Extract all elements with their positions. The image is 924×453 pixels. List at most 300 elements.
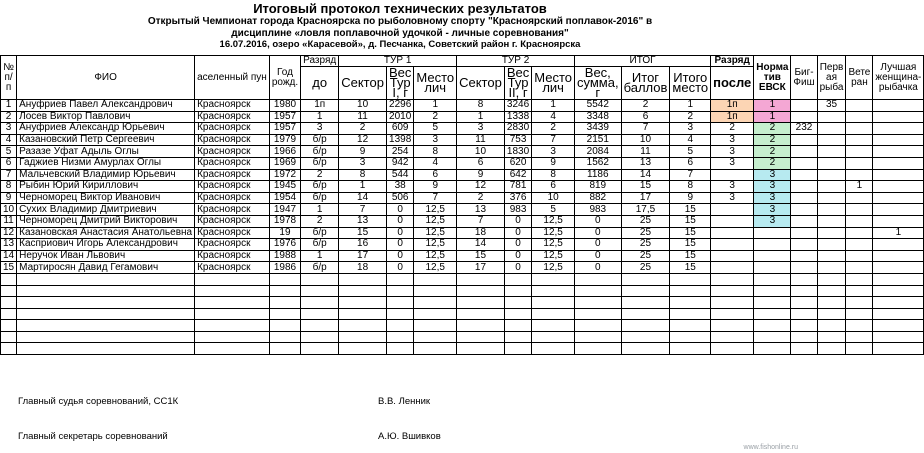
cell-t2-sector: 15	[457, 250, 505, 262]
cell-t2-weight: 3246	[504, 100, 531, 112]
cell-rank-before: 1	[301, 204, 339, 216]
table-row	[1, 227, 924, 239]
cell-itog-place: 15	[670, 239, 711, 251]
cell-bigfish	[791, 146, 817, 158]
cell-veteran	[846, 157, 873, 169]
cell-city: Красноярск	[195, 111, 270, 123]
cell-t1-place: 8	[414, 146, 457, 158]
cell-num: 15	[1, 262, 17, 274]
cell-rank-before: 3	[301, 123, 339, 135]
cell-city: Красноярск	[195, 227, 270, 239]
empty-cell	[817, 273, 846, 285]
cell-year: 1954	[269, 192, 300, 204]
empty-cell	[301, 331, 339, 343]
empty-cell	[504, 320, 531, 332]
empty-cell	[339, 273, 387, 285]
cell-itog-weight: 3348	[575, 111, 622, 123]
cell-t2-weight: 781	[504, 181, 531, 193]
cell-first-fish	[817, 111, 846, 123]
cell-itog-place: 15	[670, 204, 711, 216]
cell-fio: Ануфриев Павел Александрович	[17, 100, 195, 112]
cell-itog-place: 15	[670, 262, 711, 274]
protocol-title: Итоговый протокол технических результатов	[253, 1, 547, 16]
table-row	[1, 192, 924, 204]
cell-city: Красноярск	[195, 181, 270, 193]
judge-name: В.В. Ленник	[378, 396, 431, 407]
cell-itog-weight: 3439	[575, 123, 622, 135]
cell-first-fish	[817, 157, 846, 169]
empty-cell	[754, 297, 791, 309]
empty-cell	[301, 320, 339, 332]
empty-cell	[414, 297, 457, 309]
cell-city: Красноярск	[195, 134, 270, 146]
empty-cell	[301, 343, 339, 355]
cell-t1-weight: 2010	[386, 111, 413, 123]
cell-rank-before: б/р	[301, 192, 339, 204]
empty-cell	[754, 320, 791, 332]
cell-t1-weight: 506	[386, 192, 413, 204]
cell-first-fish	[817, 215, 846, 227]
col-best-woman: Лучшая женщина-рыбачка	[873, 56, 924, 100]
cell-rank-after	[711, 204, 754, 216]
empty-cell	[269, 308, 300, 320]
empty-cell	[817, 331, 846, 343]
cell-rank-after: 1п	[711, 100, 754, 112]
empty-cell	[195, 308, 270, 320]
cell-t1-place: 12,5	[414, 262, 457, 274]
empty-cell	[575, 297, 622, 309]
empty-cell	[873, 273, 924, 285]
cell-t2-weight: 0	[504, 215, 531, 227]
empty-cell	[195, 320, 270, 332]
table-row	[1, 239, 924, 251]
cell-itog-points: 25	[621, 215, 670, 227]
cell-bigfish	[791, 134, 817, 146]
cell-t2-sector: 17	[457, 262, 505, 274]
cell-rank-after: 3	[711, 192, 754, 204]
cell-rank-after: 3	[711, 181, 754, 193]
empty-cell	[670, 308, 711, 320]
empty-cell	[817, 308, 846, 320]
empty-cell	[711, 273, 754, 285]
empty-cell	[791, 331, 817, 343]
cell-itog-points: 14	[621, 169, 670, 181]
cell-year: 1988	[269, 250, 300, 262]
cell-year: 1976	[269, 239, 300, 251]
empty-cell	[711, 331, 754, 343]
results-body	[1, 100, 924, 355]
empty-cell	[873, 297, 924, 309]
empty-cell	[339, 331, 387, 343]
empty-cell	[873, 343, 924, 355]
cell-t1-sector: 15	[339, 227, 387, 239]
cell-t1-sector: 12	[339, 134, 387, 146]
cell-first-fish	[817, 192, 846, 204]
table-row	[1, 204, 924, 216]
cell-itog-weight: 0	[575, 239, 622, 251]
cell-itog-place: 2	[670, 111, 711, 123]
empty-cell	[846, 285, 873, 297]
cell-t1-sector: 1	[339, 181, 387, 193]
empty-cell	[339, 285, 387, 297]
cell-evsk	[754, 239, 791, 251]
table-row	[1, 250, 924, 262]
cell-t2-place: 2	[532, 123, 575, 135]
cell-year: 1957	[269, 111, 300, 123]
cell-first-fish	[817, 239, 846, 251]
empty-cell	[621, 273, 670, 285]
cell-bigfish	[791, 262, 817, 274]
cell-year: 1979	[269, 134, 300, 146]
judge-label: Главный судья соревнований, СС1К	[18, 396, 179, 407]
cell-best-woman	[873, 100, 924, 112]
empty-cell	[711, 343, 754, 355]
col-itog-points: Итог баллов	[621, 67, 670, 100]
cell-best-woman	[873, 215, 924, 227]
col-rank-after: после	[711, 67, 754, 100]
col-city: аселенный пун	[195, 56, 270, 100]
empty-cell	[195, 285, 270, 297]
cell-rank-after: 3	[711, 134, 754, 146]
watermark-text: www.fishonline.ru	[743, 444, 798, 451]
cell-bigfish: 232	[791, 123, 817, 135]
cell-t2-place: 1	[532, 100, 575, 112]
empty-cell	[457, 331, 505, 343]
cell-t2-place: 9	[532, 157, 575, 169]
empty-cell	[339, 343, 387, 355]
cell-city: Красноярск	[195, 123, 270, 135]
cell-city: Красноярск	[195, 169, 270, 181]
empty-cell	[711, 285, 754, 297]
cell-veteran	[846, 239, 873, 251]
col-t1-place: Место лич	[414, 67, 457, 100]
col-bigfish: Биг-Фиш	[791, 56, 817, 100]
empty-cell	[386, 285, 413, 297]
cell-itog-place: 8	[670, 181, 711, 193]
cell-itog-place: 7	[670, 169, 711, 181]
cell-best-woman	[873, 262, 924, 274]
cell-num: 10	[1, 204, 17, 216]
cell-t2-weight: 642	[504, 169, 531, 181]
cell-city: Красноярск	[195, 204, 270, 216]
empty-cell	[301, 285, 339, 297]
cell-rank-after: 1п	[711, 111, 754, 123]
empty-cell	[17, 320, 195, 332]
cell-best-woman	[873, 239, 924, 251]
empty-row	[1, 273, 924, 285]
empty-cell	[711, 320, 754, 332]
cell-year: 1947	[269, 204, 300, 216]
cell-t1-place: 12,5	[414, 227, 457, 239]
empty-cell	[532, 343, 575, 355]
cell-t1-place: 12,5	[414, 239, 457, 251]
cell-itog-points: 25	[621, 250, 670, 262]
cell-t2-weight: 1830	[504, 146, 531, 158]
cell-t2-sector: 18	[457, 227, 505, 239]
cell-t1-sector: 2	[339, 123, 387, 135]
empty-cell	[301, 297, 339, 309]
empty-cell	[532, 308, 575, 320]
col-year: Год рожд.	[269, 56, 300, 100]
empty-cell	[791, 343, 817, 355]
cell-t2-weight: 376	[504, 192, 531, 204]
table-row	[1, 169, 924, 181]
cell-first-fish	[817, 146, 846, 158]
cell-itog-points: 7	[621, 123, 670, 135]
cell-t1-weight: 0	[386, 227, 413, 239]
empty-cell	[754, 343, 791, 355]
cell-bigfish	[791, 192, 817, 204]
cell-veteran	[846, 111, 873, 123]
cell-fio: Гаджиев Низми Амурлах Оглы	[17, 157, 195, 169]
secretary-name: А.Ю. Вшивков	[378, 431, 441, 442]
col-num: № п/п	[1, 56, 17, 100]
cell-city: Красноярск	[195, 157, 270, 169]
empty-cell	[575, 320, 622, 332]
cell-fio: Касприович Игорь Александрович	[17, 239, 195, 251]
cell-veteran	[846, 204, 873, 216]
results-table	[0, 55, 924, 355]
cell-t2-sector: 7	[457, 215, 505, 227]
cell-itog-points: 25	[621, 262, 670, 274]
empty-cell	[386, 343, 413, 355]
empty-cell	[670, 273, 711, 285]
cell-t2-weight: 0	[504, 262, 531, 274]
cell-t2-place: 5	[532, 204, 575, 216]
cell-rank-after: 3	[711, 146, 754, 158]
table-row	[1, 134, 924, 146]
cell-year: 1986	[269, 262, 300, 274]
table-row	[1, 157, 924, 169]
cell-veteran	[846, 227, 873, 239]
cell-t1-place: 9	[414, 181, 457, 193]
empty-cell	[670, 331, 711, 343]
cell-veteran	[846, 123, 873, 135]
cell-itog-place: 5	[670, 146, 711, 158]
cell-t1-weight: 609	[386, 123, 413, 135]
cell-itog-place: 6	[670, 157, 711, 169]
cell-itog-weight: 882	[575, 192, 622, 204]
cell-num: 11	[1, 215, 17, 227]
empty-cell	[846, 308, 873, 320]
cell-t1-sector: 18	[339, 262, 387, 274]
empty-cell	[754, 331, 791, 343]
empty-cell	[301, 273, 339, 285]
cell-num: 14	[1, 250, 17, 262]
cell-t1-place: 7	[414, 192, 457, 204]
cell-evsk: 2	[754, 123, 791, 135]
empty-cell	[873, 320, 924, 332]
cell-t1-sector: 14	[339, 192, 387, 204]
cell-t1-sector: 10	[339, 100, 387, 112]
empty-cell	[457, 343, 505, 355]
cell-num: 3	[1, 123, 17, 135]
cell-t2-sector: 1	[457, 111, 505, 123]
cell-rank-before: б/р	[301, 239, 339, 251]
empty-row	[1, 331, 924, 343]
cell-rank-after: 2	[711, 123, 754, 135]
empty-cell	[670, 320, 711, 332]
cell-first-fish	[817, 250, 846, 262]
cell-t2-place: 3	[532, 146, 575, 158]
cell-t2-sector: 3	[457, 123, 505, 135]
cell-best-woman	[873, 123, 924, 135]
cell-evsk	[754, 227, 791, 239]
cell-t2-sector: 10	[457, 146, 505, 158]
cell-num: 5	[1, 146, 17, 158]
cell-t2-sector: 9	[457, 169, 505, 181]
cell-itog-points: 10	[621, 134, 670, 146]
empty-row	[1, 343, 924, 355]
table-row	[1, 111, 924, 123]
cell-rank-after	[711, 239, 754, 251]
cell-bigfish	[791, 111, 817, 123]
cell-itog-weight: 0	[575, 215, 622, 227]
cell-itog-place: 3	[670, 123, 711, 135]
cell-itog-weight: 1562	[575, 157, 622, 169]
empty-cell	[504, 273, 531, 285]
empty-cell	[386, 331, 413, 343]
cell-best-woman	[873, 250, 924, 262]
cell-t1-sector: 17	[339, 250, 387, 262]
empty-cell	[301, 308, 339, 320]
cell-bigfish	[791, 100, 817, 112]
cell-t1-sector: 8	[339, 169, 387, 181]
cell-t2-weight: 0	[504, 239, 531, 251]
cell-rank-after	[711, 169, 754, 181]
empty-cell	[1, 285, 17, 297]
cell-year: 1972	[269, 169, 300, 181]
cell-num: 6	[1, 157, 17, 169]
secretary-label: Главный секретарь соревнований	[18, 431, 168, 442]
cell-first-fish	[817, 204, 846, 216]
col-itog-place: Итого место	[670, 67, 711, 100]
cell-t1-weight: 1398	[386, 134, 413, 146]
empty-cell	[817, 297, 846, 309]
empty-cell	[532, 273, 575, 285]
empty-cell	[17, 331, 195, 343]
col-t2-weight: Вес Тур II, г	[504, 67, 531, 100]
cell-fio: Мартиросян Давид Гегамович	[17, 262, 195, 274]
cell-t2-weight: 1338	[504, 111, 531, 123]
cell-fio: Лосев Виктор Павлович	[17, 111, 195, 123]
date-location-line: 16.07.2016, озеро «Карасевой», д. Песчанка, Советский район г. Красноярска	[219, 39, 581, 50]
empty-cell	[195, 343, 270, 355]
cell-t1-place: 6	[414, 169, 457, 181]
cell-t1-place: 1	[414, 100, 457, 112]
cell-rank-before: б/р	[301, 181, 339, 193]
cell-evsk	[754, 262, 791, 274]
cell-rank-after: 3	[711, 157, 754, 169]
cell-t1-place: 12,5	[414, 215, 457, 227]
col-t2-sector: Сектор	[457, 67, 505, 100]
cell-rank-before: 1п	[301, 100, 339, 112]
empty-cell	[269, 331, 300, 343]
cell-first-fish: 35	[817, 100, 846, 112]
cell-year: 19	[269, 227, 300, 239]
empty-cell	[873, 308, 924, 320]
empty-cell	[817, 320, 846, 332]
cell-num: 4	[1, 134, 17, 146]
empty-cell	[532, 320, 575, 332]
empty-cell	[670, 343, 711, 355]
cell-first-fish	[817, 262, 846, 274]
cell-bigfish	[791, 250, 817, 262]
cell-evsk	[754, 250, 791, 262]
cell-veteran	[846, 192, 873, 204]
cell-fio: Казановская Анастасия Анатольевна	[17, 227, 195, 239]
cell-veteran	[846, 146, 873, 158]
empty-cell	[269, 285, 300, 297]
cell-bigfish	[791, 169, 817, 181]
cell-t2-sector: 13	[457, 204, 505, 216]
cell-rank-before: б/р	[301, 146, 339, 158]
empty-cell	[414, 320, 457, 332]
empty-cell	[504, 285, 531, 297]
cell-t2-weight: 753	[504, 134, 531, 146]
cell-t2-sector: 11	[457, 134, 505, 146]
empty-cell	[670, 297, 711, 309]
empty-cell	[754, 308, 791, 320]
col-rank-before: до	[301, 67, 339, 100]
cell-first-fish	[817, 227, 846, 239]
table-row	[1, 146, 924, 158]
cell-fio: Ануфриев Александр Юрьевич	[17, 123, 195, 135]
col-tour1: ТУР 1	[339, 56, 457, 67]
empty-cell	[1, 331, 17, 343]
empty-cell	[532, 285, 575, 297]
cell-num: 12	[1, 227, 17, 239]
empty-cell	[1, 343, 17, 355]
empty-cell	[575, 343, 622, 355]
cell-itog-place: 15	[670, 215, 711, 227]
cell-itog-place: 4	[670, 134, 711, 146]
cell-t2-place: 10	[532, 192, 575, 204]
cell-bigfish	[791, 215, 817, 227]
cell-itog-points: 17	[621, 192, 670, 204]
col-rank-group: Разряд	[301, 56, 339, 67]
col-first-fish: Перв ая рыба	[817, 56, 846, 100]
cell-best-woman	[873, 192, 924, 204]
empty-row	[1, 320, 924, 332]
empty-cell	[339, 297, 387, 309]
cell-t2-weight: 0	[504, 250, 531, 262]
col-rank-after-top: Разряд	[711, 56, 754, 67]
empty-cell	[269, 273, 300, 285]
cell-t2-sector: 12	[457, 181, 505, 193]
cell-t2-sector: 2	[457, 192, 505, 204]
cell-bigfish	[791, 181, 817, 193]
cell-evsk: 3	[754, 169, 791, 181]
empty-cell	[457, 273, 505, 285]
empty-cell	[846, 273, 873, 285]
cell-num: 1	[1, 100, 17, 112]
cell-num: 7	[1, 169, 17, 181]
cell-t2-weight: 983	[504, 204, 531, 216]
cell-t1-weight: 38	[386, 181, 413, 193]
empty-cell	[791, 320, 817, 332]
empty-cell	[504, 343, 531, 355]
cell-rank-after	[711, 250, 754, 262]
cell-rank-before: б/р	[301, 262, 339, 274]
empty-cell	[621, 285, 670, 297]
cell-best-woman	[873, 169, 924, 181]
cell-itog-weight: 0	[575, 250, 622, 262]
cell-rank-before: 2	[301, 215, 339, 227]
cell-t1-place: 3	[414, 134, 457, 146]
empty-cell	[846, 331, 873, 343]
cell-best-woman	[873, 134, 924, 146]
